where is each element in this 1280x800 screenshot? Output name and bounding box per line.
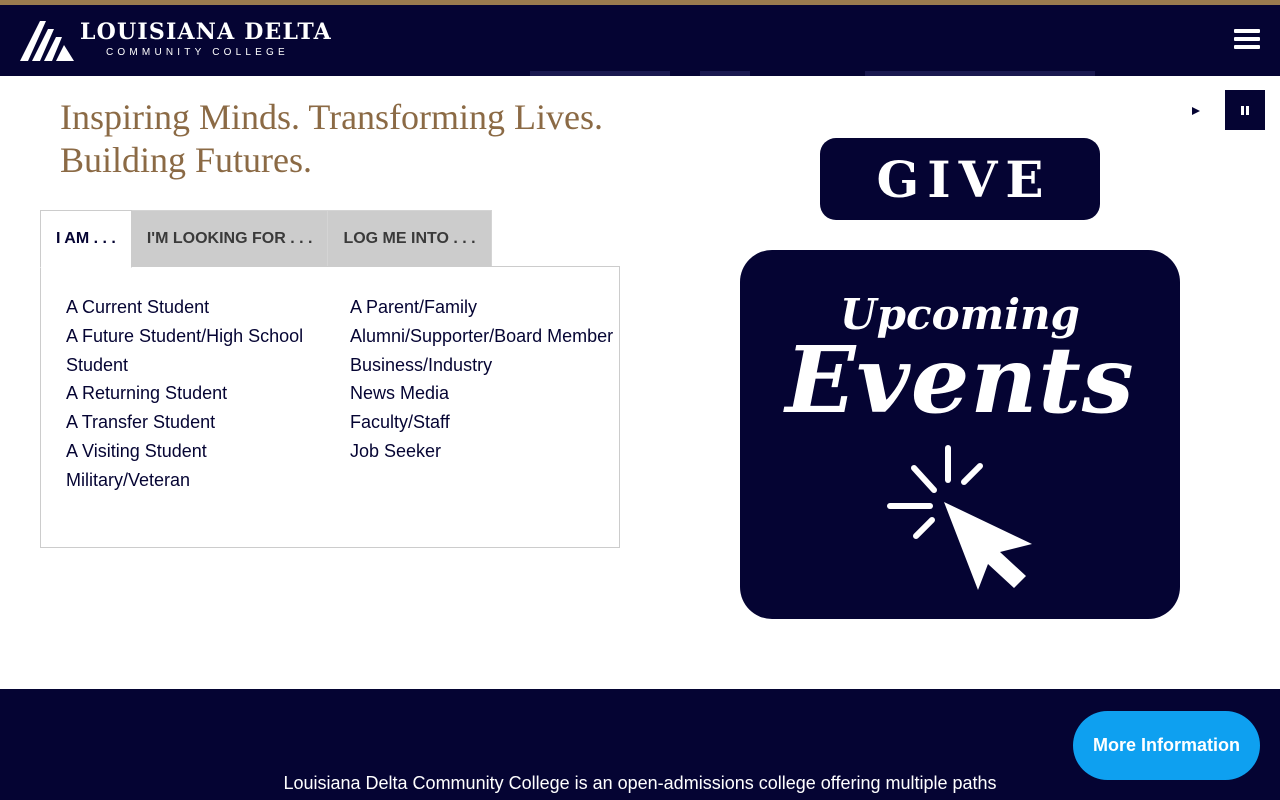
- hamburger-menu-icon[interactable]: [1234, 29, 1260, 53]
- link-current-student[interactable]: A Current Student: [66, 297, 210, 317]
- play-triangle: [1191, 106, 1201, 116]
- link-faculty-staff[interactable]: Faculty/Staff: [350, 412, 450, 433]
- click-cursor-icon: [880, 440, 1040, 600]
- tab-log-me-into[interactable]: LOG ME INTO . . .: [328, 210, 491, 267]
- pause-bars: [1241, 106, 1249, 115]
- tab-panel-i-am: [40, 266, 620, 548]
- site-header: [0, 0, 1280, 76]
- events-big-text: Events: [785, 326, 1135, 434]
- link-column-right: [350, 293, 620, 466]
- play-icon[interactable]: [1185, 100, 1207, 122]
- link-military-veteran[interactable]: Military/Veteran: [66, 469, 191, 490]
- link-transfer-student[interactable]: A Transfer Student: [66, 412, 216, 433]
- more-information-button[interactable]: More Information: [1073, 711, 1260, 780]
- logo-mark-icon: [18, 15, 76, 63]
- tagline-line-1: Inspiring Minds. Transforming Lives.: [60, 97, 604, 137]
- link-future-student[interactable]: A Future Student/High School Student: [66, 325, 304, 375]
- tab-im-looking-for[interactable]: I'M LOOKING FOR . . .: [132, 210, 329, 267]
- hero-tagline: [60, 96, 660, 182]
- link-column-left: [66, 293, 336, 495]
- logo-name: LOUISIANA DELTA: [80, 19, 332, 45]
- upcoming-events-card[interactable]: [740, 250, 1180, 619]
- events-small-text: Upcoming: [840, 290, 1080, 339]
- link-returning-student[interactable]: A Returning Student: [66, 383, 228, 404]
- tab-i-am[interactable]: I AM . . .: [40, 210, 132, 268]
- pause-icon[interactable]: [1225, 90, 1265, 130]
- header-image-strip: [530, 71, 670, 76]
- link-business-industry[interactable]: Business/Industry: [350, 354, 493, 375]
- link-alumni-supporter[interactable]: Alumni/Supporter/Board Member: [350, 325, 614, 346]
- link-job-seeker[interactable]: Job Seeker: [350, 440, 442, 461]
- tagline-line-2: Building Futures.: [60, 140, 313, 180]
- footer-description: Louisiana Delta Community College is an open-admissions college offering multiple paths: [283, 773, 997, 793]
- header-image-strip: [865, 71, 1095, 76]
- logo-subtitle: COMMUNITY COLLEGE: [106, 47, 289, 58]
- give-button[interactable]: GIVE: [820, 138, 1100, 220]
- link-visiting-student[interactable]: A Visiting Student: [66, 440, 207, 461]
- college-logo[interactable]: [18, 15, 332, 67]
- header-image-strip: [700, 71, 750, 76]
- audience-tabs: [40, 210, 492, 268]
- link-news-media[interactable]: News Media: [350, 383, 450, 404]
- link-parent-family[interactable]: A Parent/Family: [350, 297, 478, 317]
